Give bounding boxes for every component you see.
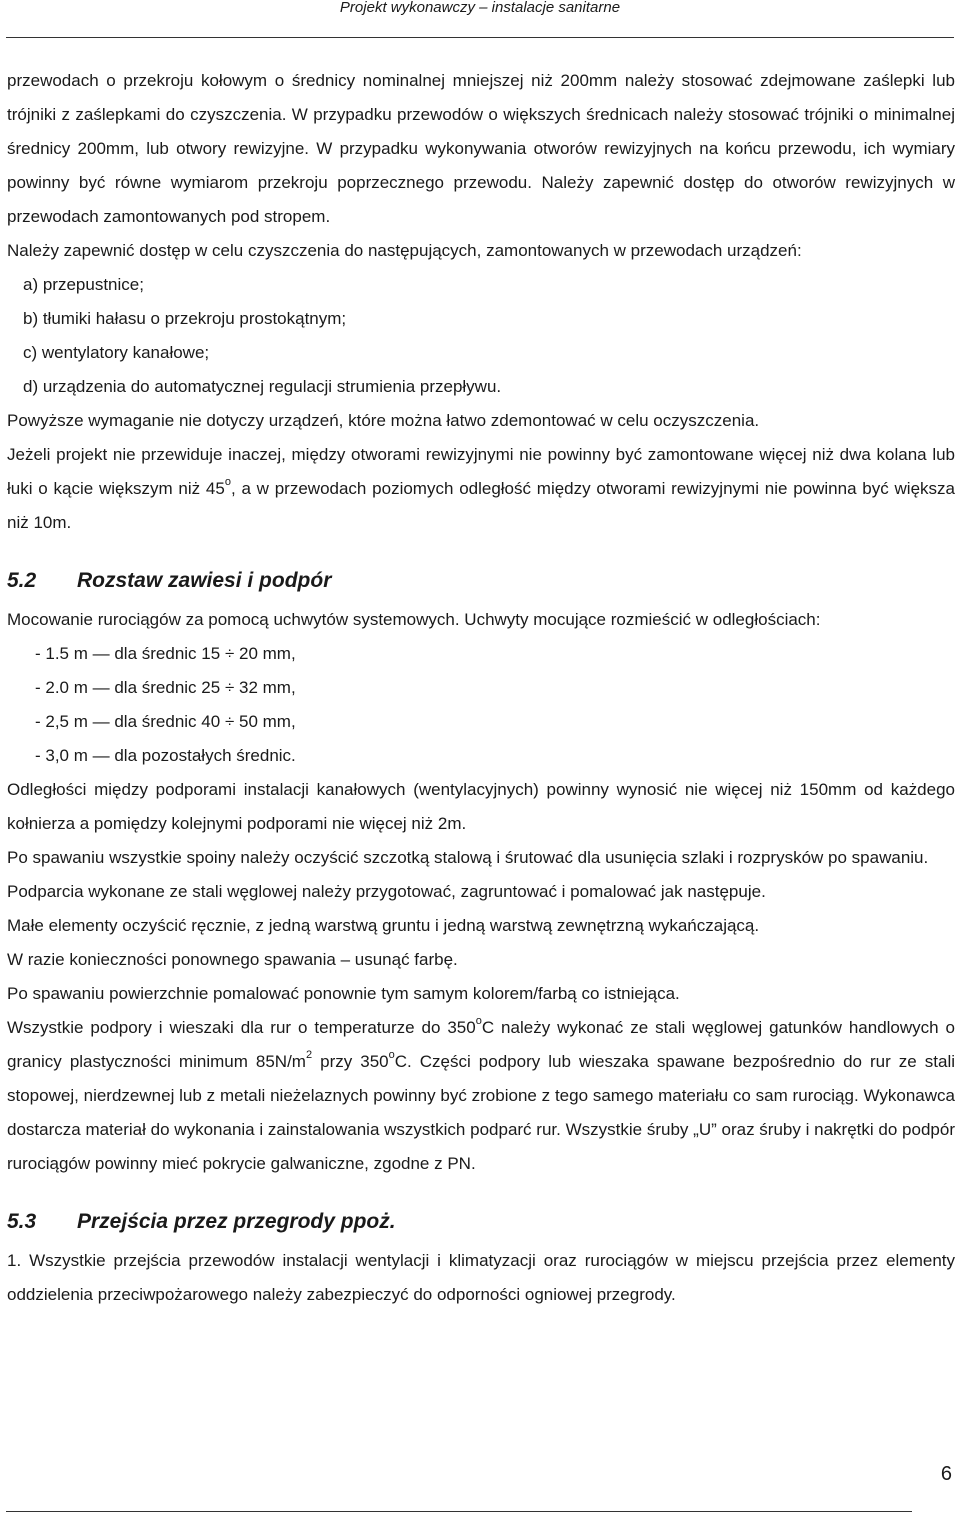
list-item: b) tłumiki hałasu o przekroju prostokątnym; <box>23 309 347 328</box>
section-title: Przejścia przez przegrody ppoż. <box>77 1210 396 1233</box>
intro-p4-text-b: , a w przewodach poziomych odległość między otworami rewizyjnymi nie powinna być większa niż 10m. <box>7 479 955 532</box>
degree-sup: o <box>475 1015 482 1028</box>
degree-sup: o <box>388 1049 395 1062</box>
header-title: Projekt wykonawczy – instalacje sanitarne <box>339 0 621 16</box>
section52-paragraph-6: W razie konieczności ponownego spawania – usunąć farbę. <box>7 950 458 969</box>
spacing-item: - 2.0 m — dla średnic 25 ÷ 32 mm, <box>35 678 296 697</box>
section-number: 5.3 <box>7 1210 37 1233</box>
section-5-2-heading <box>7 561 955 601</box>
spacing-item: - 1.5 m — dla średnic 15 ÷ 20 mm, <box>35 644 296 663</box>
divide-symbol: ÷ <box>224 678 235 697</box>
section-number: 5.2 <box>7 569 37 592</box>
section52-paragraph-5: Małe elementy oczyścić ręcznie, z jedną warstwą gruntu i jedną warstwą zewnętrzną wykańczającą. <box>7 916 760 935</box>
intro-paragraph-1: przewodach o przekroju kołowym o średnicy nominalnej mniejszej niż 200mm należy stosować zdejmowane zaślepki lub trójniki z zaślepkami do czyszczenia. W przypadku przewodów o większych średnicach należy stosować trójniki o minimalnej średnicy 200mm, lub otwory rewizyjne. W przypadku wykonywania otworów rewizyjnych na końcu przewodu, ich wymiary powinny być równe wymiarom przekroju poprzecznego przewodu. Należy zapewnić dostęp do otworów rewizyjnych w przewodach zamontowanych pod stropem. <box>7 71 955 226</box>
divide-symbol: ÷ <box>224 644 235 663</box>
list-item: c) wentylatory kanałowe; <box>23 343 210 362</box>
section52-paragraph-7: Po spawaniu powierzchnie pomalować ponownie tym samym kolorem/farbą co istniejąca. <box>7 984 680 1003</box>
intro-paragraph-3: Powyższe wymaganie nie dotyczy urządzeń, które można łatwo zdemontować w celu oczyszczenia. <box>7 411 760 430</box>
section53-paragraph-1: 1. Wszystkie przejścia przewodów instalacji wentylacji i klimatyzacji oraz rurociągów w miejscu przejścia przez elementy oddzielenia przeciwpożarowego należy zabezpieczyć do odporności ogniowej przegrody. <box>7 1251 955 1304</box>
intro-p4-text-a: Jeżeli projekt nie przewiduje inaczej, między otworami rewizyjnymi nie powinny być zamontowane więcej niż dwa kolana lub łuki o kącie większym niż 45 <box>7 445 955 498</box>
intro-paragraph-2: Należy zapewnić dostęp w celu czyszczenia do następujących, zamontowanych w przewodach urządzeń: <box>7 241 802 260</box>
section-title: Rozstaw zawiesi i podpór <box>77 569 332 592</box>
section-5-3-heading <box>7 1202 955 1242</box>
spacing-item: - 3,0 m — dla pozostałych średnic. <box>35 746 296 765</box>
section52-paragraph-1: Mocowanie rurociągów za pomocą uchwytów systemowych. Uchwyty mocujące rozmieścić w odległościach: <box>7 610 821 629</box>
degree-sup: o <box>224 476 231 489</box>
section52-paragraph-8: Wszystkie podpory i wieszaki dla rur o temperaturze do 350$^o$C należy wykonać ze stali węglowej gatunków handlowych o granicy plastyczności minimum $85N/m^2$ przy 350$^o$C. Części podpory lub wieszaka spawane bezpośrednio do rur ze stali stopowej, nierdzewnej lub z metali nieżelaznych powinny być zrobione z tego samego materiału co sam rurociąg. Wykonawca dostarcza materiał do wykonania i zainstalowania wszystkich podparć rur. Wszystkie śruby „U” oraz śruby i nakrętki do podpór rurociągów powinny mieć pokrycie galwaniczne, zgodne z PN. <box>7 1015 955 1173</box>
device-list <box>7 268 955 404</box>
divide-symbol: ÷ <box>224 712 235 731</box>
list-item: d) urządzenia do automatycznej regulacji strumienia przepływu. <box>23 377 502 396</box>
page-header <box>0 0 960 36</box>
spacing-item: - 2,5 m — dla średnic 40 ÷ 50 mm, <box>35 712 296 731</box>
footer-divider <box>6 1511 912 1512</box>
document-body <box>7 64 955 1312</box>
list-item: a) przepustnice; <box>23 275 144 294</box>
spacing-list <box>7 637 955 773</box>
header-divider <box>6 37 954 38</box>
section52-paragraph-4: Podparcia wykonane ze stali węglowej należy przygotować, zagruntować i pomalować jak następuje. <box>7 882 766 901</box>
page-number: 6 <box>940 1463 952 1485</box>
squared-sup: 2 <box>305 1049 313 1062</box>
intro-paragraph-4 <box>7 438 955 540</box>
section52-paragraph-2: Odległości między podporami instalacji kanałowych (wentylacyjnych) powinny wynosić nie więcej niż 150mm od każdego kołnierza a pomiędzy kolejnymi podporami nie więcej niż 2m. <box>7 780 955 833</box>
section52-paragraph-3: Po spawaniu wszystkie spoiny należy oczyścić szczotką stalową i śrutować dla usunięcia szlaki i rozprysków po spawaniu. <box>7 848 929 867</box>
